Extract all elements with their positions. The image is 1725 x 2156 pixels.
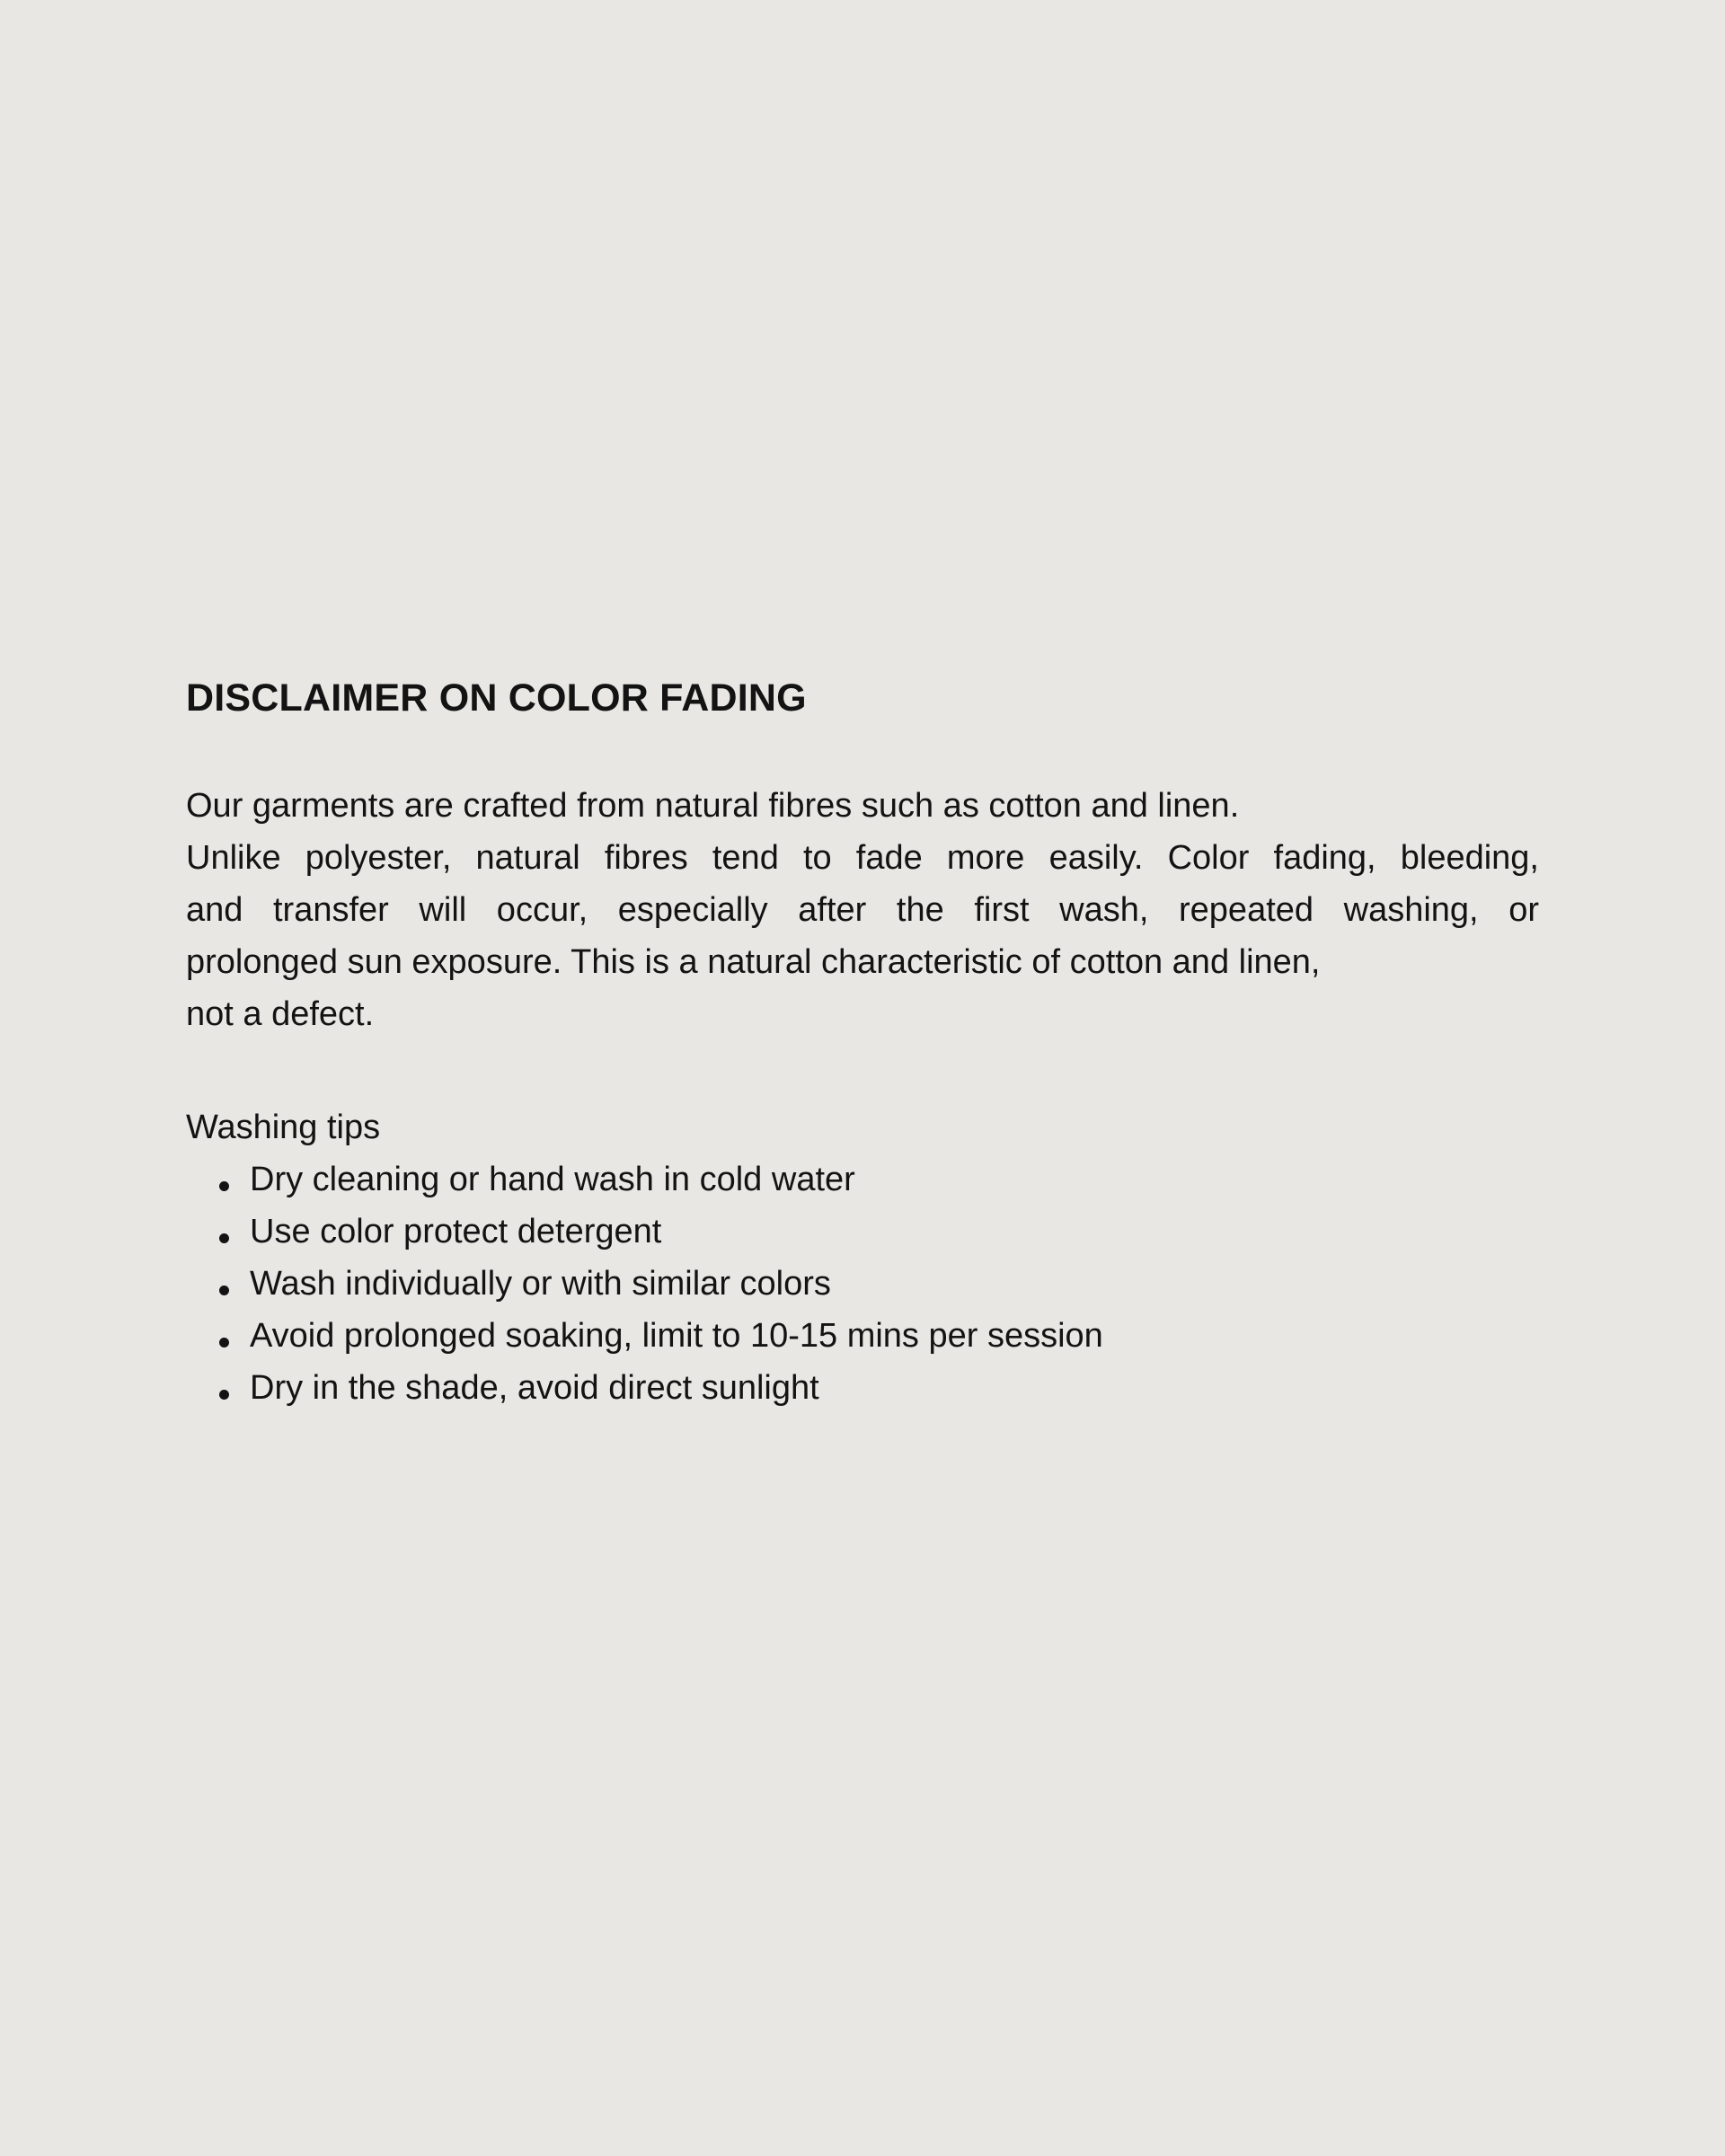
- paragraph-line: Unlike polyester, natural fibres tend to fade more easily. Color fading, bleeding,: [186, 839, 1539, 877]
- bullet-icon: [219, 1286, 229, 1295]
- disclaimer-section: [186, 0, 1539, 1414]
- paragraph-line: prolonged sun exposure. This is a natural characteristic of cotton and linen,: [186, 943, 1321, 981]
- tip-item: [186, 1258, 1539, 1310]
- washing-tips-label: Washing tips: [186, 1109, 381, 1146]
- tip-text: Dry cleaning or hand wash in cold water: [250, 1161, 855, 1198]
- disclaimer-paragraph: [186, 780, 1539, 1040]
- paragraph-line: not a defect.: [186, 995, 375, 1033]
- washing-tips-list: [186, 1153, 1539, 1414]
- tip-text: Use color protect detergent: [250, 1213, 662, 1250]
- bullet-icon: [219, 1338, 229, 1348]
- tip-text: Wash individually or with similar colors: [250, 1265, 831, 1303]
- tip-text: Avoid prolonged soaking, limit to 10-15 mins per session: [250, 1317, 1103, 1355]
- tip-item: [186, 1310, 1539, 1362]
- paragraph-line: and transfer will occur, especially after the first wash, repeated washing, or: [186, 891, 1539, 929]
- tip-item: [186, 1153, 1539, 1206]
- disclaimer-heading: DISCLAIMER ON COLOR FADING: [186, 676, 807, 720]
- bullet-icon: [219, 1390, 229, 1400]
- tip-item: [186, 1206, 1539, 1258]
- paragraph-line: Our garments are crafted from natural fibres such as cotton and linen.: [186, 787, 1240, 825]
- tip-text: Dry in the shade, avoid direct sunlight: [250, 1369, 819, 1407]
- bullet-icon: [219, 1181, 229, 1191]
- bullet-icon: [219, 1233, 229, 1243]
- tip-item: [186, 1362, 1539, 1414]
